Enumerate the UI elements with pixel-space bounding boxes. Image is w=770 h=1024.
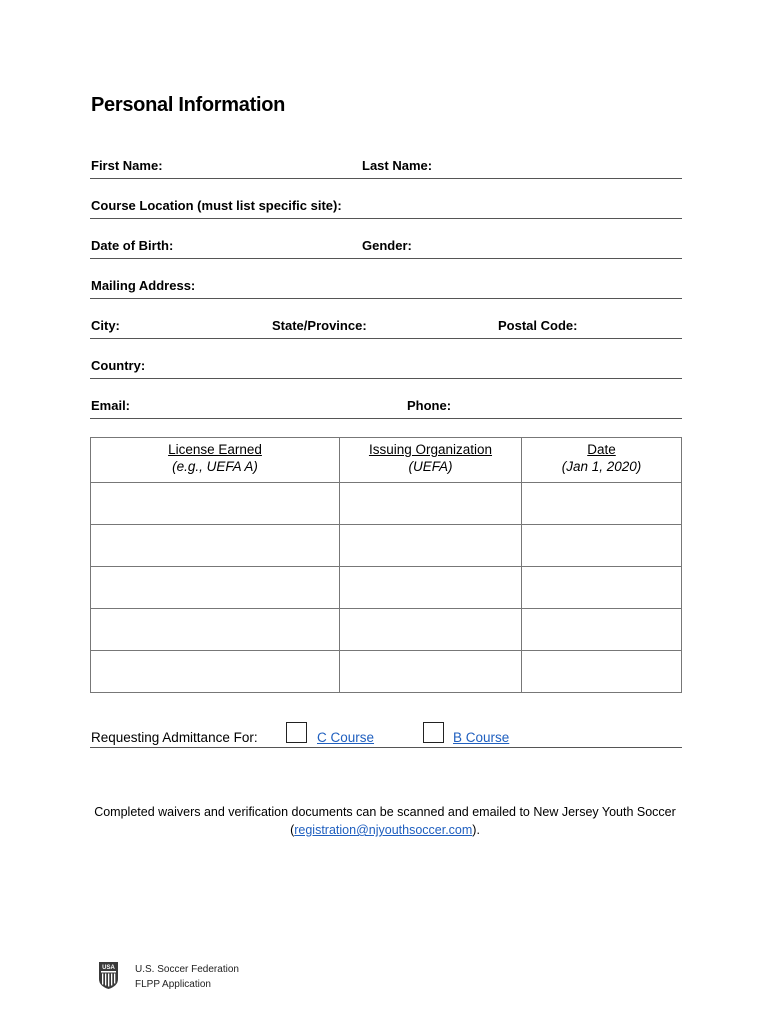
email-field[interactable] — [136, 396, 408, 416]
gender-field[interactable] — [420, 236, 684, 256]
license-earned-header — [91, 438, 340, 483]
phone-field[interactable] — [460, 396, 684, 416]
mailing-address-label: Mailing Address: — [91, 278, 196, 293]
registration-email-link[interactable]: registration@njyouthsoccer.com — [294, 823, 473, 837]
license-earned-cell[interactable] — [91, 525, 340, 567]
crest-lettering: USA — [102, 965, 115, 971]
table-row — [91, 483, 682, 525]
license-earned-cell[interactable] — [91, 567, 340, 609]
postal-code-field[interactable] — [582, 316, 684, 336]
license-earned-cell[interactable] — [91, 609, 340, 651]
state-province-label: State/Province: — [272, 318, 367, 333]
footer-application: FLPP Application — [135, 979, 211, 990]
submission-note — [60, 803, 710, 839]
city-field[interactable] — [126, 316, 274, 336]
date-cell[interactable] — [522, 651, 682, 693]
requesting-admittance-row — [90, 722, 682, 748]
course-location-label: Course Location (must list specific site): — [91, 198, 342, 213]
first-name-field[interactable] — [166, 156, 364, 176]
page-title: Personal Information — [91, 94, 286, 116]
country-label: Country: — [91, 358, 146, 373]
footer-organization: U.S. Soccer Federation — [135, 964, 239, 975]
table-row — [91, 609, 682, 651]
note-text: Completed waivers and verification documents can be scanned and emailed to New Jersey Youth Soccer ( — [94, 805, 676, 837]
header-title: Issuing Organization — [368, 442, 493, 457]
postal-code-label: Postal Code: — [498, 318, 578, 333]
first-name-label: First Name: — [91, 158, 163, 173]
city-state-postal-row — [90, 316, 682, 339]
header-example: (Jan 1, 2020) — [561, 459, 642, 474]
name-row — [90, 156, 682, 179]
header-title: License Earned — [168, 442, 262, 457]
email-label: Email: — [91, 398, 131, 413]
country-field[interactable] — [150, 356, 684, 376]
state-province-field[interactable] — [374, 316, 502, 336]
b-course-link[interactable]: B Course — [453, 730, 510, 745]
table-row — [91, 567, 682, 609]
email-phone-row — [90, 396, 682, 419]
country-row — [90, 356, 682, 379]
c-course-checkbox[interactable] — [286, 722, 307, 743]
license-table — [90, 437, 682, 693]
header-example: (UEFA) — [408, 459, 453, 474]
last-name-label: Last Name: — [362, 158, 433, 173]
table-header-row — [91, 438, 682, 483]
header-example: (e.g., UEFA A) — [172, 459, 258, 474]
date-cell[interactable] — [522, 483, 682, 525]
date-of-birth-label: Date of Birth: — [91, 238, 174, 253]
mailing-address-field[interactable] — [202, 276, 684, 296]
course-location-row — [90, 196, 682, 219]
us-soccer-crest-icon — [99, 962, 118, 989]
last-name-field[interactable] — [436, 156, 684, 176]
issuing-organization-cell[interactable] — [340, 567, 522, 609]
course-location-field[interactable] — [342, 196, 684, 216]
date-cell[interactable] — [522, 567, 682, 609]
license-earned-cell[interactable] — [91, 651, 340, 693]
gender-label: Gender: — [362, 238, 412, 253]
date-cell[interactable] — [522, 609, 682, 651]
phone-label: Phone: — [407, 398, 452, 413]
c-course-link[interactable]: C Course — [317, 730, 375, 745]
issuing-organization-cell[interactable] — [340, 651, 522, 693]
issuing-organization-header — [340, 438, 522, 483]
dob-gender-row — [90, 236, 682, 259]
table-row — [91, 651, 682, 693]
requesting-admittance-label: Requesting Admittance For: — [91, 730, 258, 745]
header-title: Date — [587, 442, 616, 457]
mailing-address-row — [90, 276, 682, 299]
table-row — [91, 525, 682, 567]
date-header — [522, 438, 682, 483]
footer-text — [135, 962, 239, 992]
city-label: City: — [91, 318, 120, 333]
note-text-end: ). — [472, 823, 480, 837]
issuing-organization-cell[interactable] — [340, 609, 522, 651]
issuing-organization-cell[interactable] — [340, 525, 522, 567]
license-earned-cell[interactable] — [91, 483, 340, 525]
date-cell[interactable] — [522, 525, 682, 567]
issuing-organization-cell[interactable] — [340, 483, 522, 525]
date-of-birth-field[interactable] — [180, 236, 364, 256]
b-course-checkbox[interactable] — [423, 722, 444, 743]
